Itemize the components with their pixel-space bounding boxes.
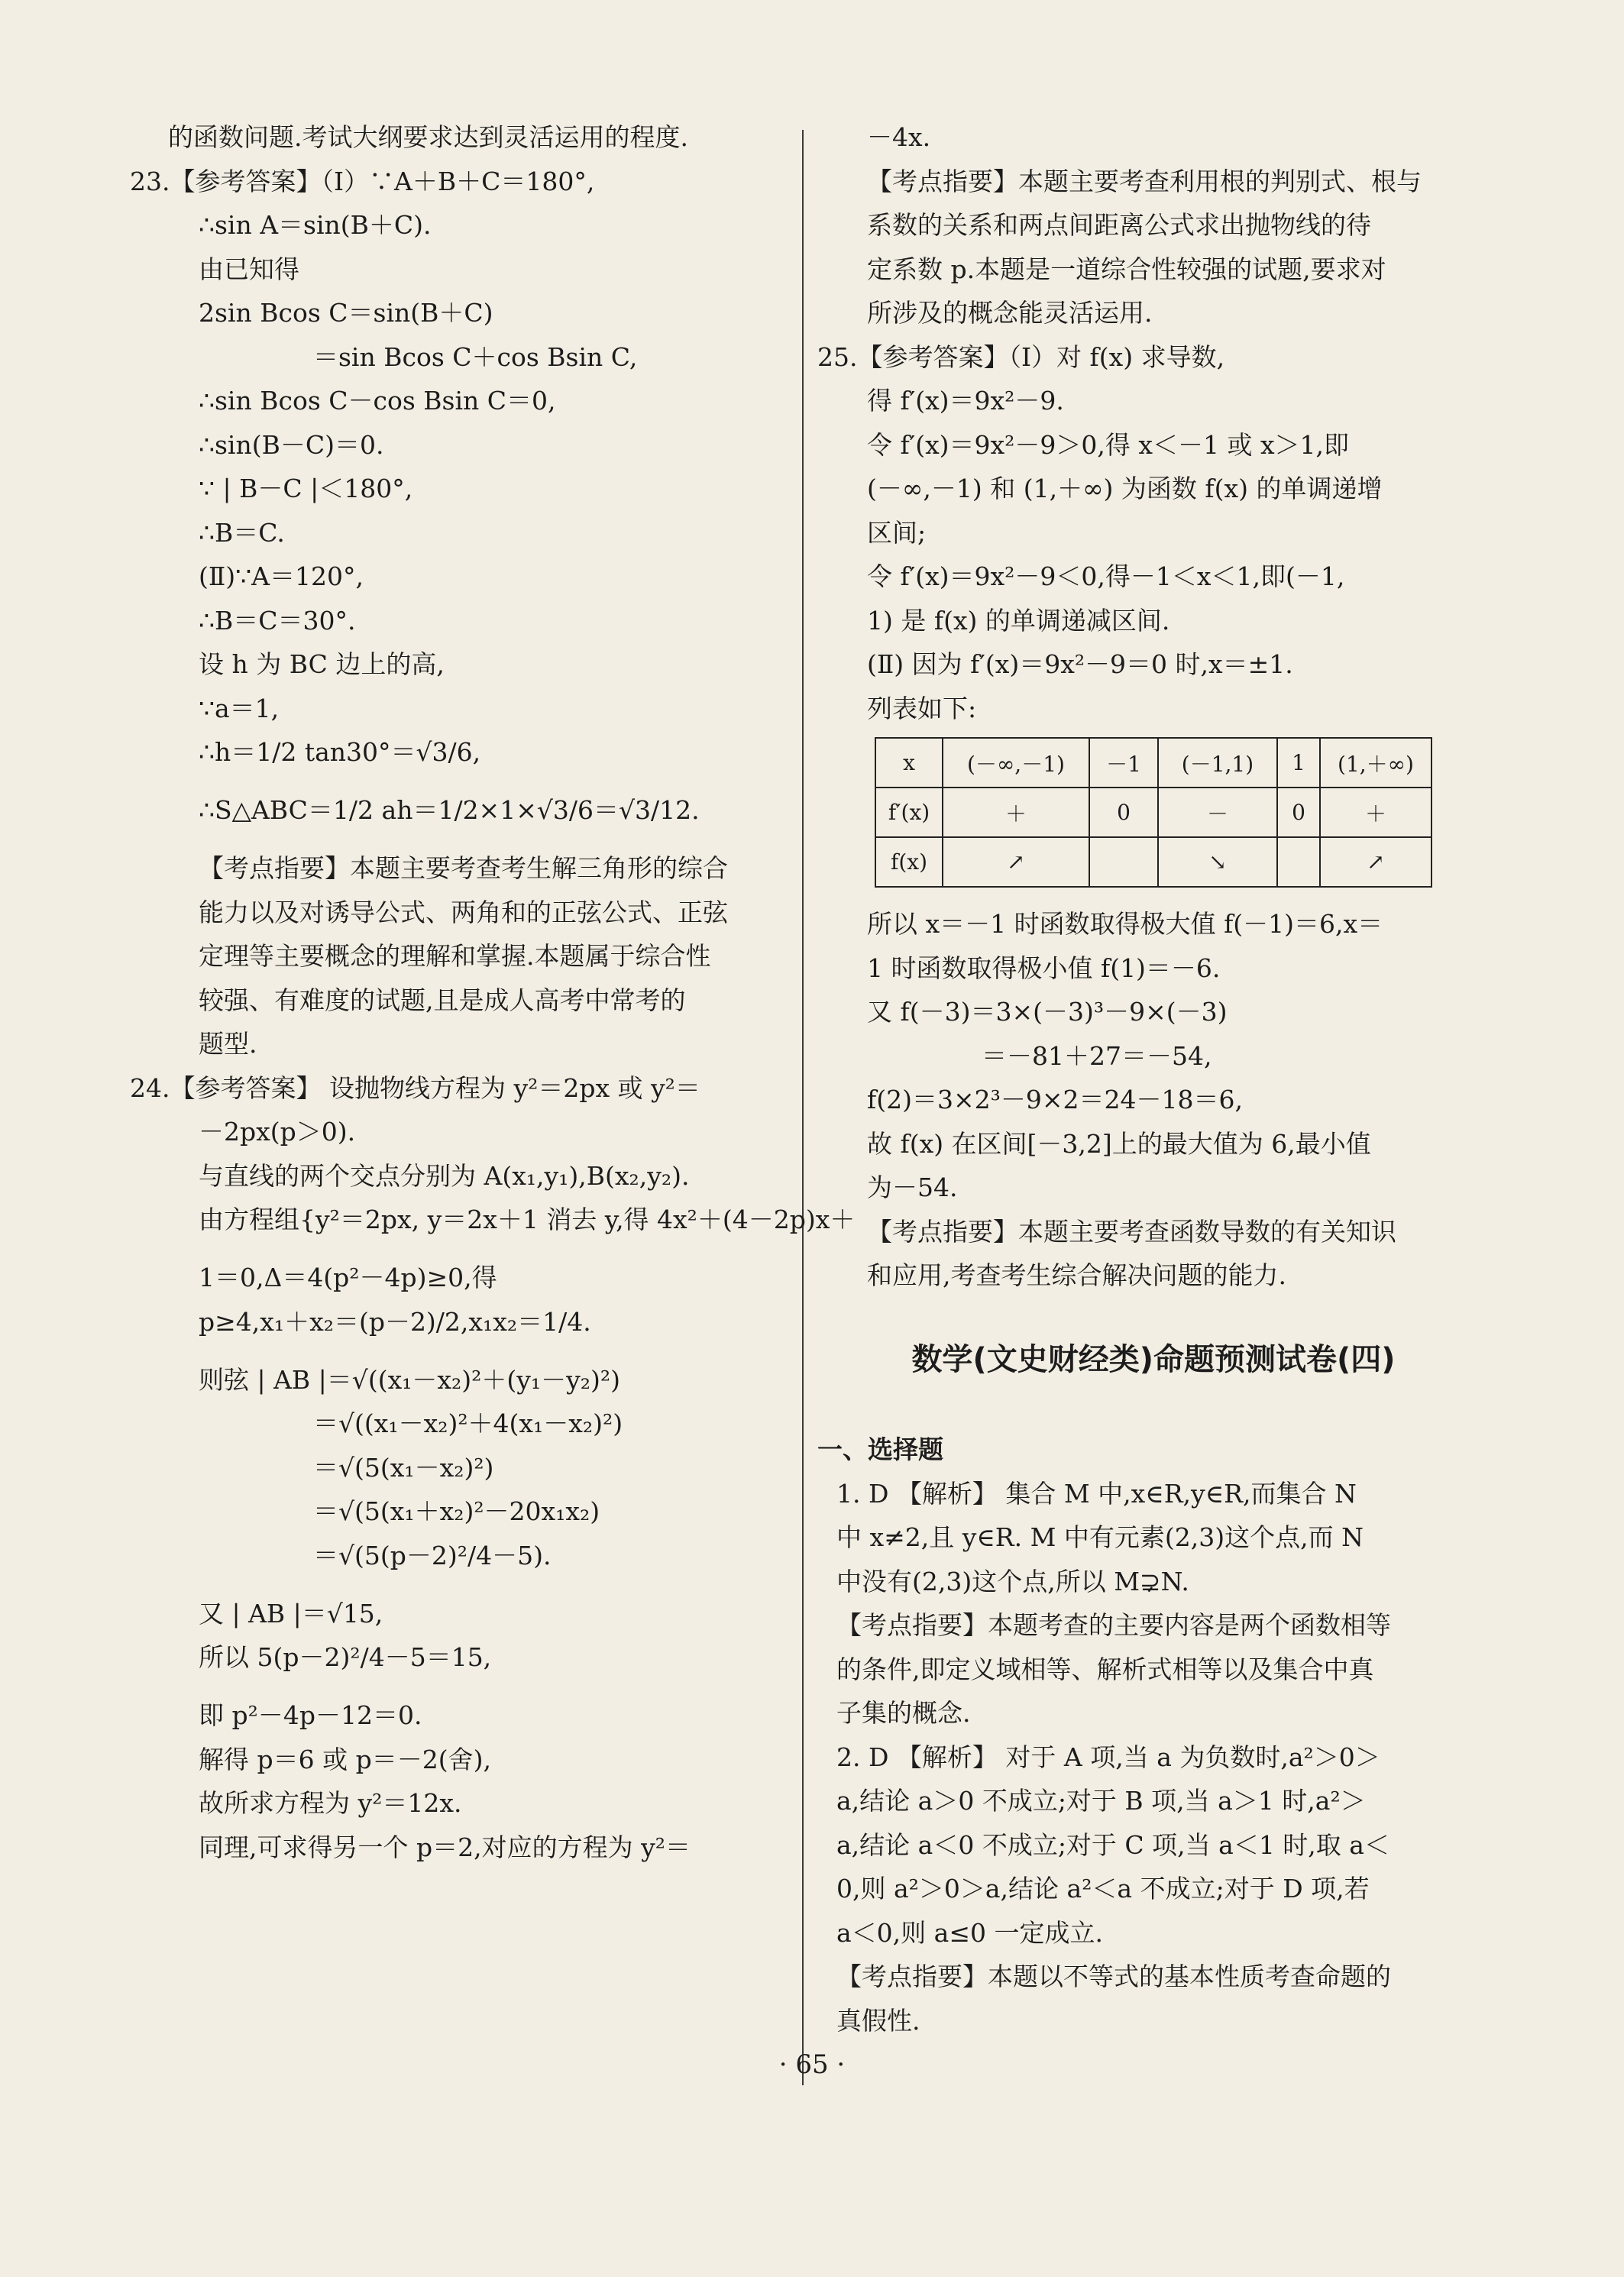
- table-row: [875, 738, 1432, 788]
- text-line: 定系数 p.本题是一道综合性较强的试题,要求对: [867, 254, 1386, 284]
- text-line: ＝√((x₁－x₂)²＋4(x₁－x₂)²): [313, 1409, 623, 1438]
- text-line: 24.【参考答案】 设抛物线方程为 y²＝2px 或 y²＝: [130, 1072, 700, 1103]
- text-line: a＜0,则 a≤0 一定成立.: [836, 1917, 1103, 1948]
- text-line: ∵a＝1,: [199, 693, 280, 723]
- text-line: 0,则 a²＞0＞a,结论 a²＜a 不成立;对于 D 项,若: [836, 1874, 1370, 1903]
- text-line: 同理,可求得另一个 p＝2,对应的方程为 y²＝: [199, 1832, 691, 1862]
- text-line: －4x.: [867, 122, 931, 152]
- table-cell: [1277, 837, 1320, 887]
- text-line: 故所求方程为 y²＝12x.: [199, 1788, 462, 1818]
- text-line: 中 x≠2,且 y∈R. M 中有元素(2,3)这个点,而 N: [836, 1522, 1364, 1552]
- table-cell: 0: [1089, 788, 1158, 837]
- text-line: ＝√(5(x₁＋x₂)²－20x₁x₂): [313, 1496, 600, 1526]
- text-line: 故 f(x) 在区间[－3,2]上的最大值为 6,最小值: [867, 1128, 1371, 1159]
- text-line: ＝－81＋27＝－54,: [982, 1040, 1212, 1071]
- text-line: 又 | AB |＝√15,: [199, 1598, 383, 1629]
- text-line: 与直线的两个交点分别为 A(x₁,y₁),B(x₂,y₂).: [199, 1160, 690, 1191]
- text-line: 解得 p＝6 或 p＝－2(舍),: [199, 1744, 491, 1774]
- text-line: 【考点指要】本题考查的主要内容是两个函数相等: [836, 1610, 1391, 1640]
- text-line: ∴B＝C.: [199, 517, 285, 548]
- right-column: [817, 122, 1470, 2049]
- text-line: 系数的关系和两点间距离公式求出抛物线的待: [867, 210, 1371, 240]
- text-line: a,结论 a＞0 不成立;对于 B 项,当 a＞1 时,a²＞: [836, 1786, 1366, 1816]
- table-cell: －1: [1089, 738, 1158, 788]
- table-row: [875, 837, 1432, 887]
- table-cell: ↗: [1320, 837, 1432, 887]
- text-line: 又 f(－3)＝3×(－3)³－9×(－3): [867, 997, 1228, 1027]
- table-cell: x: [875, 738, 943, 788]
- table-cell: ↘: [1158, 837, 1277, 887]
- table-row: [875, 788, 1432, 837]
- text-line: 25.【参考答案】（Ⅰ）对 f(x) 求导数,: [817, 341, 1225, 372]
- text-line: －2px(p＞0).: [199, 1117, 356, 1147]
- table-cell: 1: [1277, 738, 1320, 788]
- text-line: 设 h 为 BC 边上的高,: [199, 649, 445, 679]
- text-line: 由方程组{y²＝2px, y＝2x＋1 消去 y,得 4x²＋(4－2p)x＋: [199, 1205, 856, 1234]
- table-cell: (－∞,－1): [943, 738, 1089, 788]
- section-title: 数学(文史财经类)命题预测试卷(四): [911, 1342, 1396, 1377]
- page-number: · 65 ·: [778, 2049, 846, 2080]
- text-line: ∵ | B－C |＜180°,: [199, 474, 413, 503]
- table-cell: f(x): [875, 837, 943, 887]
- text-line: f(2)＝3×2³－9×2＝24－18＝6,: [867, 1085, 1243, 1114]
- section-heading: 一、选择题: [817, 1434, 943, 1464]
- variation-table: [875, 737, 1432, 888]
- text-line: 令 f′(x)＝9x²－9＞0,得 x＜－1 或 x＞1,即: [867, 429, 1350, 460]
- text-line: (Ⅱ) 因为 f′(x)＝9x²－9＝0 时,x＝±1.: [867, 649, 1293, 679]
- text-line: ＝√(5(x₁－x₂)²): [313, 1452, 494, 1483]
- text-line: 较强、有难度的试题,且是成人高考中常考的: [199, 985, 686, 1015]
- text-line: 中没有(2,3)这个点,所以 M⊋N.: [836, 1566, 1189, 1596]
- text-line: 23.【参考答案】（Ⅰ）∵A＋B＋C＝180°,: [130, 166, 595, 196]
- text-line: 1 时函数取得极小值 f(1)＝－6.: [867, 953, 1221, 983]
- table-cell: ＋: [1320, 788, 1432, 837]
- text-line: p≥4,x₁＋x₂＝(p－2)/2,x₁x₂＝1/4.: [199, 1306, 591, 1337]
- table-cell: －: [1158, 788, 1277, 837]
- column-divider: [802, 130, 804, 2085]
- text-line: 【考点指要】本题主要考查函数导数的有关知识: [867, 1216, 1396, 1247]
- text-line: 1. D 【解析】 集合 M 中,x∈R,y∈R,而集合 N: [836, 1478, 1357, 1509]
- text-line: ∴sin A＝sin(B＋C).: [199, 210, 432, 240]
- text-line: (Ⅱ)∵A＝120°,: [199, 561, 364, 591]
- text-line: ∴h＝1/2 tan30°＝√3/6,: [199, 737, 481, 767]
- text-line: 即 p²－4p－12＝0.: [199, 1700, 422, 1730]
- text-line: 2. D 【解析】 对于 A 项,当 a 为负数时,a²＞0＞: [836, 1742, 1380, 1772]
- table-cell: (1,＋∞): [1320, 738, 1432, 788]
- table-cell: [1089, 837, 1158, 887]
- text-line: ＝sin Bcos C＋cos Bsin C,: [313, 341, 638, 372]
- text-line: 题型.: [199, 1029, 257, 1059]
- text-line: 和应用,考查考生综合解决问题的能力.: [867, 1260, 1286, 1290]
- left-column: [130, 122, 856, 1876]
- table-cell: (－1,1): [1158, 738, 1277, 788]
- text-line: ∴B＝C＝30°.: [199, 605, 356, 636]
- text-line: 所涉及的概念能灵活运用.: [867, 298, 1153, 328]
- text-line: 则弦 | AB |＝√((x₁－x₂)²＋(y₁－y₂)²): [199, 1364, 620, 1395]
- text-line: 2sin Bcos C＝sin(B＋C): [199, 298, 493, 328]
- text-line: ∴S△ABC＝1/2 ah＝1/2×1×√3/6＝√3/12.: [199, 795, 700, 825]
- text-line: 定理等主要概念的理解和掌握.本题属于综合性: [199, 941, 711, 971]
- table-cell: ↗: [943, 837, 1089, 887]
- text-line: 的函数问题.考试大纲要求达到灵活运用的程度.: [168, 122, 688, 152]
- table-cell: 0: [1277, 788, 1320, 837]
- text-line: 列表如下:: [867, 693, 977, 723]
- text-line: 区间;: [867, 517, 927, 548]
- text-line: ＝√(5(p－2)²/4－5).: [313, 1540, 552, 1570]
- text-line: ∴sin Bcos C－cos Bsin C＝0,: [199, 386, 556, 416]
- text-line: a,结论 a＜0 不成立;对于 C 项,当 a＜1 时,取 a＜: [836, 1829, 1389, 1860]
- text-line: 所以 x＝－1 时函数取得极大值 f(－1)＝6,x＝: [867, 909, 1383, 939]
- text-line: 1) 是 f(x) 的单调递减区间.: [867, 605, 1170, 636]
- text-line: 为－54.: [867, 1172, 958, 1202]
- text-line: (－∞,－1) 和 (1,＋∞) 为函数 f(x) 的单调递增: [867, 474, 1383, 503]
- text-line: 【考点指要】本题以不等式的基本性质考查命题的: [836, 1962, 1391, 1991]
- text-line: 由已知得: [199, 254, 299, 284]
- text-line: 得 f′(x)＝9x²－9.: [867, 386, 1064, 416]
- text-line: 真假性.: [836, 2005, 920, 2036]
- text-line: 【考点指要】本题主要考查考生解三角形的综合: [199, 853, 728, 883]
- text-line: 令 f′(x)＝9x²－9＜0,得－1＜x＜1,即(－1,: [867, 561, 1345, 591]
- text-line: 能力以及对诱导公式、两角和的正弦公式、正弦: [199, 897, 728, 927]
- text-line: 所以 5(p－2)²/4－5＝15,: [199, 1642, 492, 1672]
- table-cell: f′(x): [875, 788, 943, 837]
- table-cell: ＋: [943, 788, 1089, 837]
- text-line: 的条件,即定义域相等、解析式相等以及集合中真: [836, 1654, 1374, 1684]
- text-line: ∴sin(B－C)＝0.: [199, 429, 384, 460]
- text-line: 【考点指要】本题主要考查利用根的判别式、根与: [867, 166, 1422, 196]
- text-line: 子集的概念.: [836, 1698, 971, 1728]
- text-line: 1＝0,Δ＝4(p²－4p)≥0,得: [199, 1263, 497, 1292]
